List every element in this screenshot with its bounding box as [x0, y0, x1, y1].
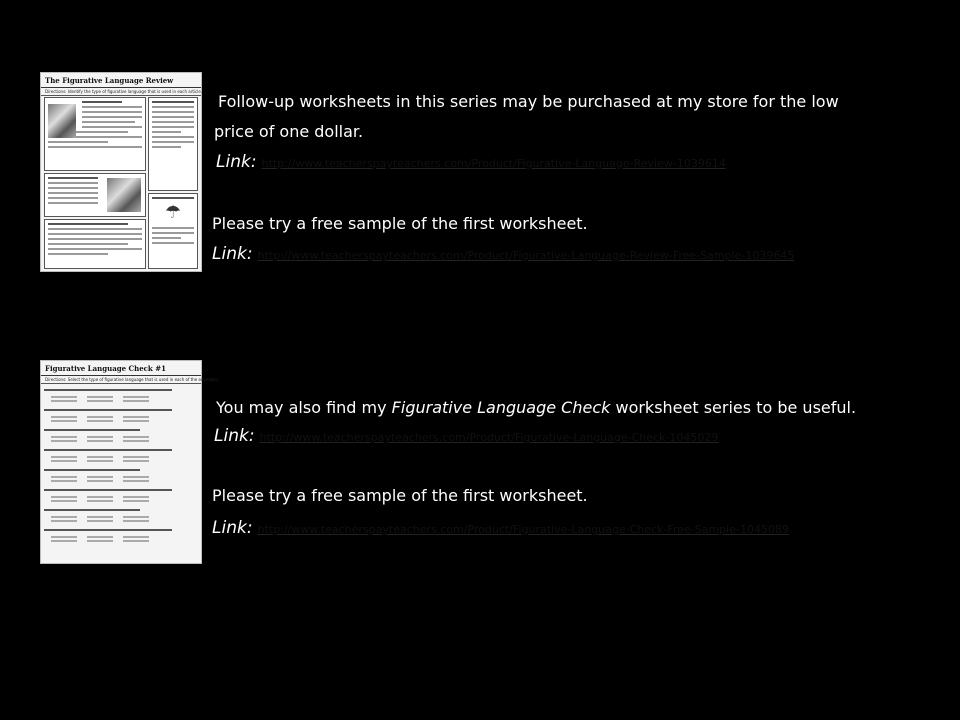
- sidebar-box: [148, 97, 198, 191]
- link-label: Link:: [214, 426, 255, 446]
- store-description-line1: Follow-up worksheets in this series may be purchased at my store for the low: [218, 92, 839, 111]
- free-sample-text: Please try a free sample of the first worksheet.: [212, 486, 588, 505]
- free-sample-text: Please try a free sample of the first worksheet.: [212, 214, 588, 233]
- store-description-line2: price of one dollar.: [214, 122, 364, 141]
- portrait-image: [107, 178, 141, 212]
- description-text: You may also find my: [216, 398, 392, 417]
- figurative-language-review-thumbnail: [40, 72, 202, 272]
- review-link-row: [216, 152, 726, 174]
- thumbnail-directions: Directions: Identify the type of figurative language that is used in each article.: [41, 88, 201, 96]
- article-box: [44, 97, 146, 171]
- article-box: [44, 219, 146, 269]
- article-box: [44, 173, 146, 217]
- question-list: [41, 389, 201, 542]
- check-store-link[interactable]: http://www.teacherspayteachers.com/Product/Figurative-Language-Check-1045029: [259, 431, 719, 444]
- review-store-link[interactable]: http://www.teacherspayteachers.com/Product/Figurative-Language-Review-1039614: [261, 157, 726, 170]
- review-free-sample-link[interactable]: http://www.teacherspayteachers.com/Product/Figurative-Language-Review-Free-Sample-1039645: [257, 249, 795, 262]
- weather-box: [148, 193, 198, 269]
- figurative-language-check-thumbnail: [40, 360, 220, 564]
- series-title: Figurative Language Check: [391, 398, 611, 417]
- photo-image: [48, 104, 76, 138]
- thumbnail-title: Figurative Language Check #1: [41, 361, 201, 376]
- check-link-row: [214, 426, 718, 448]
- thumbnail-title: The Figurative Language Review: [41, 73, 201, 88]
- check-series-description: [216, 398, 856, 418]
- review-sample-link-row: [212, 244, 794, 266]
- check-sample-link-row: [212, 518, 789, 540]
- link-label: Link:: [212, 518, 253, 538]
- umbrella-icon: ☂: [164, 202, 182, 223]
- description-text: worksheet series to be useful.: [610, 398, 857, 417]
- check-free-sample-link[interactable]: http://www.teacherspayteachers.com/Product/Figurative-Language-Check-Free-Sample-1045089: [257, 523, 789, 536]
- thumbnail-directions: Directions: Select the type of figurative language that is used in each of the examples.: [41, 376, 201, 384]
- link-label: Link:: [216, 152, 257, 172]
- link-label: Link:: [212, 244, 253, 264]
